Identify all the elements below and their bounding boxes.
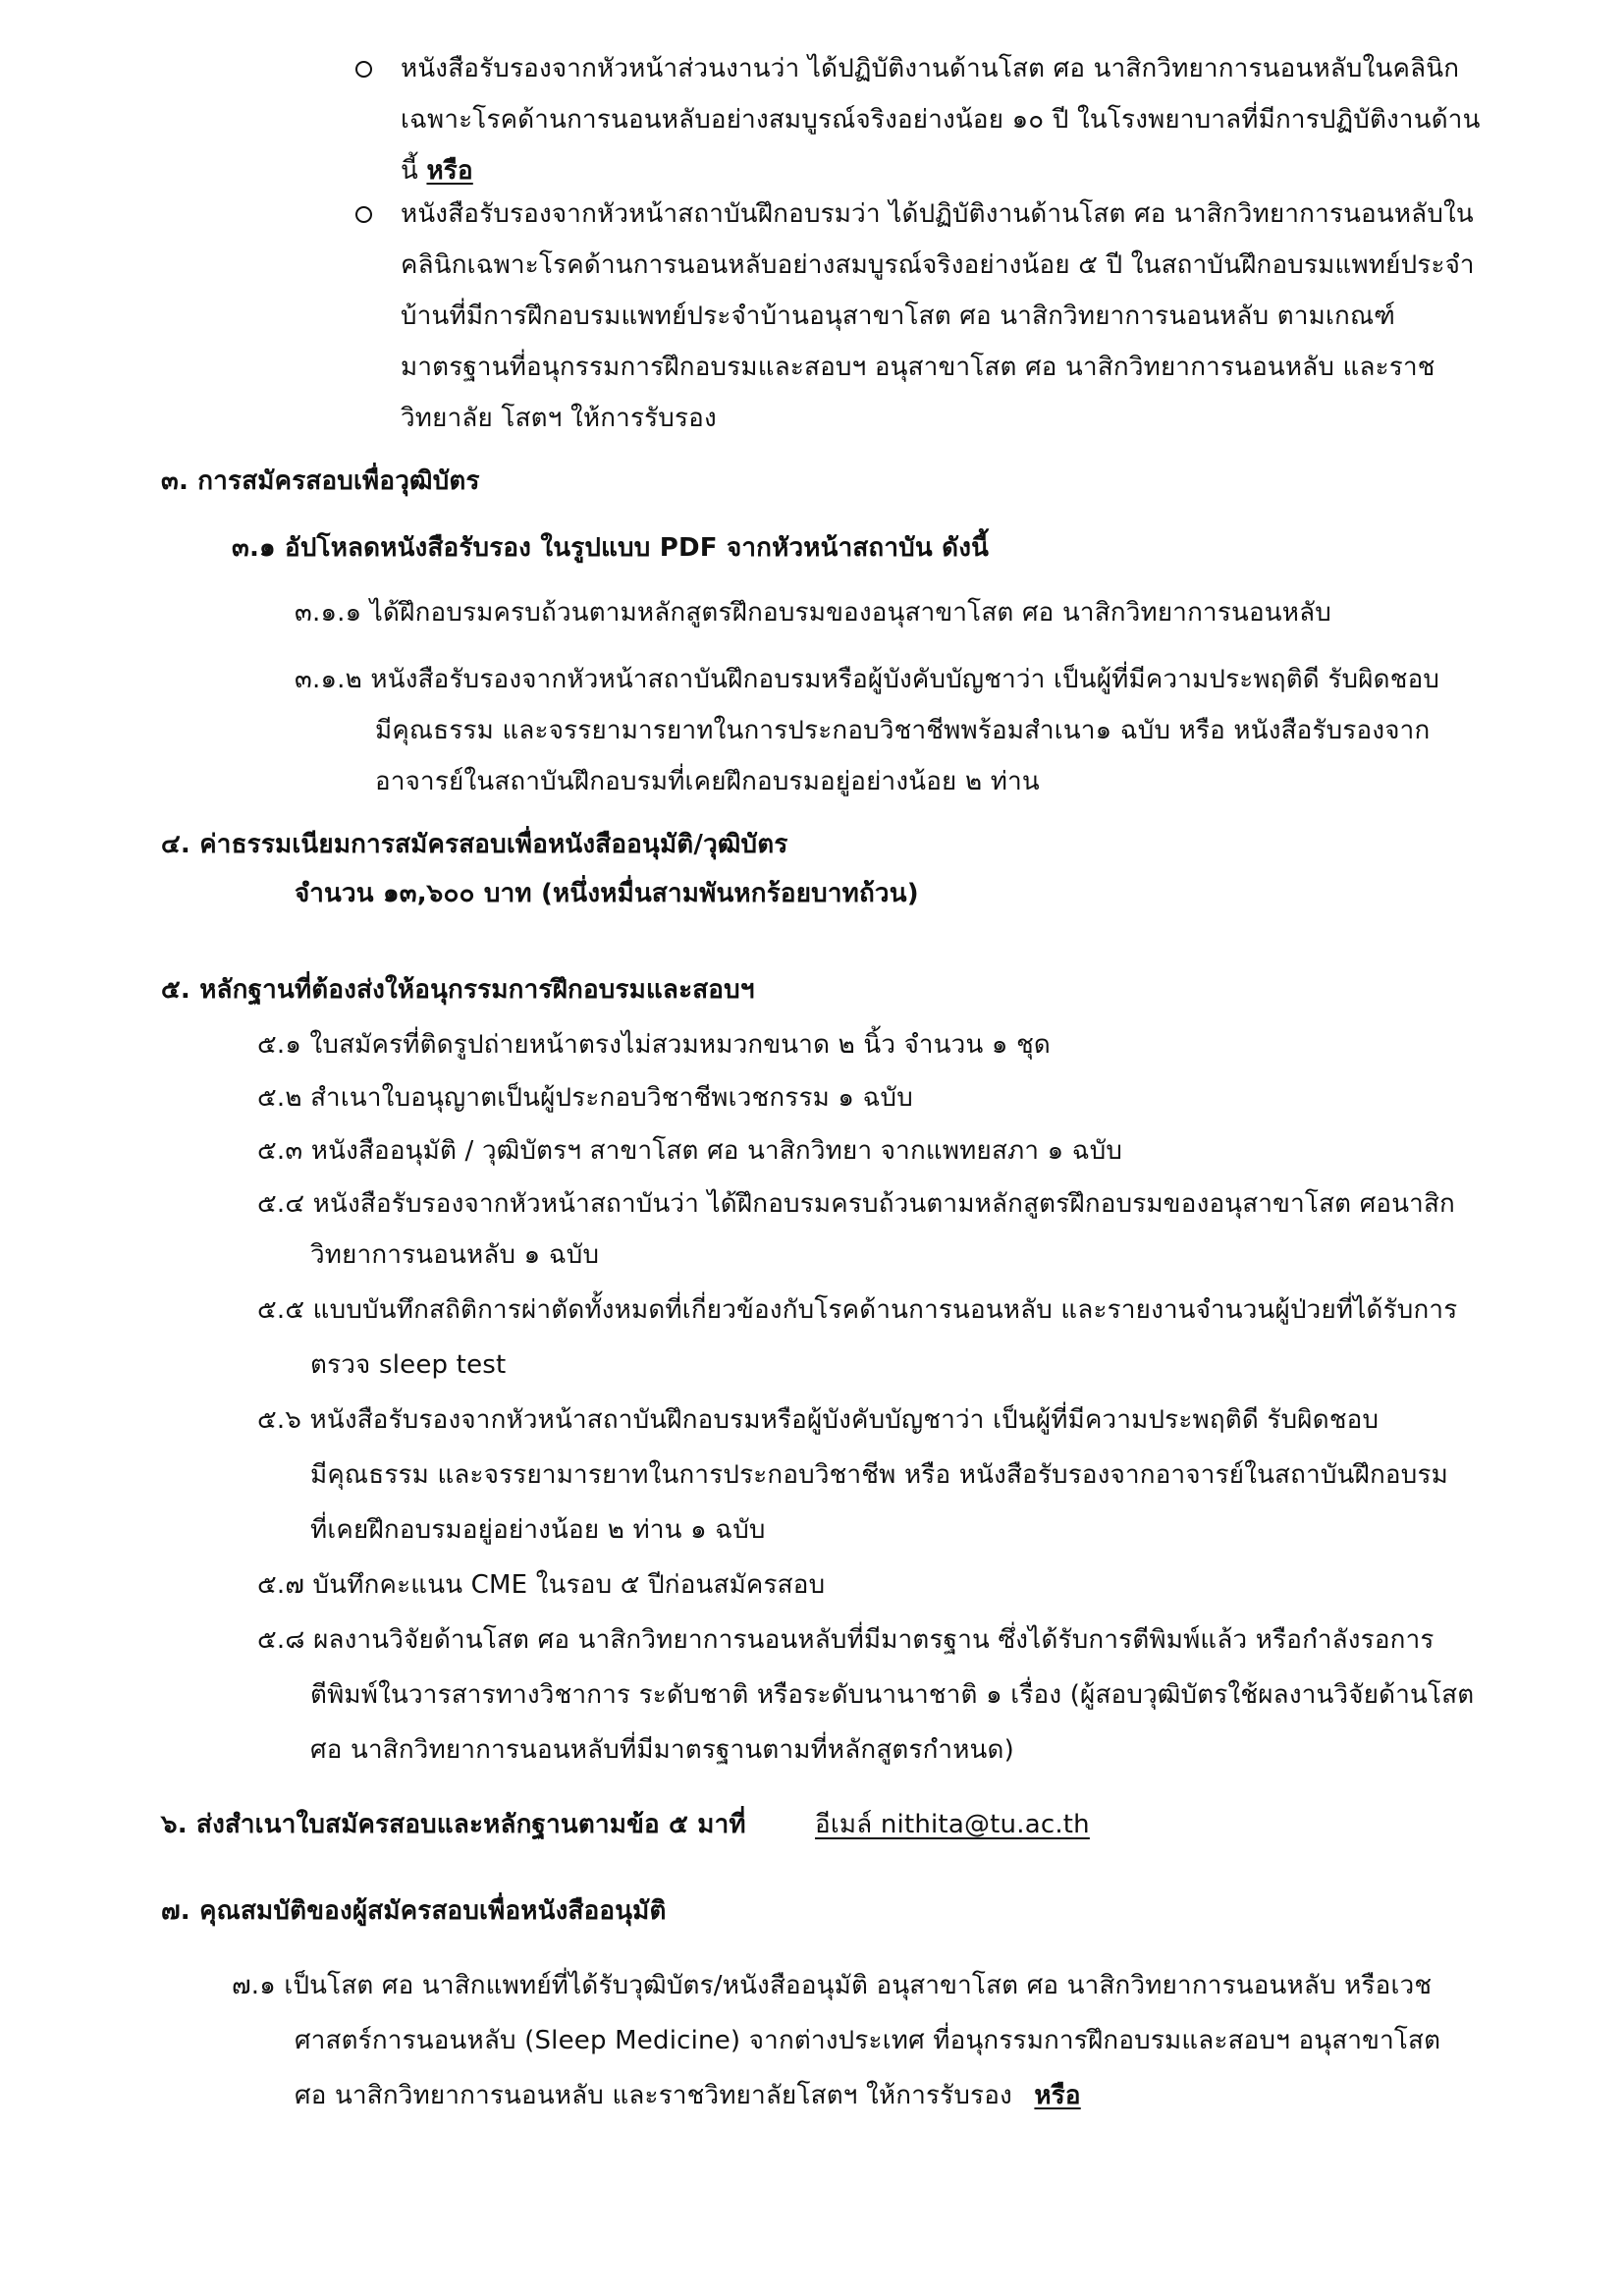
item-5-5-line-1: ๕.๕ แบบบันทึกสถิติการผ่าตัดทั้งหมดที่เกี่ยวข้องกับโรคด้านการนอนหลับ และรายงานจำนวนผู้ป่วยที่ได้รับการ bbox=[257, 1295, 1458, 1325]
section-7-heading: ๗. คุณสมบัติของผู้สมัครสอบเพื่อหนังสืออนุมัติ bbox=[161, 1896, 667, 1926]
bullet-2-line-3: บ้านที่มีการฝึกอบรมแพทย์ประจำบ้านอนุสาขาโสต ศอ นาสิกวิทยาการนอนหลับ ตามเกณฑ์ bbox=[401, 301, 1396, 331]
item-5-1: ๕.๑ ใบสมัครที่ติดรูปถ่ายหน้าตรงไม่สวมหมวกขนาด ๒ นิ้ว จำนวน ๑ ชุด bbox=[257, 1030, 1052, 1060]
item-3-1-2-line-3: อาจารย์ในสถาบันฝึกอบรมที่เคยฝึกอบรมอยู่อย่างน้อย ๒ ท่าน bbox=[375, 767, 1040, 796]
item-5-8-line-2: ตีพิมพ์ในวารสารทางวิชาการ ระดับชาติ หรือระดับนานาชาติ ๑ เรื่อง (ผู้สอบวุฒิบัตรใช้ผลงานวิจัยด้านโสต bbox=[310, 1680, 1475, 1710]
section-6-email-wrap bbox=[815, 1807, 1090, 1842]
item-5-8-line-3: ศอ นาสิกวิทยาการนอนหลับที่มีมาตรฐานตามที่หลักสูตรกำหนด) bbox=[310, 1735, 1014, 1765]
item-5-6-line-2: มีคุณธรรม และจรรยามารยาทในการประกอบวิชาชีพ หรือ หนังสือรับรองจากอาจารย์ในสถาบันฝึกอบรม bbox=[310, 1460, 1448, 1490]
item-3-1-2-line-2: มีคุณธรรม และจรรยามารยาทในการประกอบวิชาชีพพร้อมสำเนา๑ ฉบับ หรือ หนังสือรับรองจาก bbox=[375, 716, 1431, 745]
bullet-2-line-2: คลินิกเฉพาะโรคด้านการนอนหลับอย่างสมบูรณ์จริงอย่างน้อย ๕ ปี ในสถาบันฝึกอบรมแพทย์ประจำ bbox=[401, 250, 1475, 280]
item-5-5-line-2: ตรวจ sleep test bbox=[310, 1350, 507, 1380]
bullet-1-line-1: หนังสือรับรองจากหัวหน้าส่วนงานว่า ได้ปฏิบัติงานด้านโสต ศอ นาสิกวิทยาการนอนหลับในคลินิก bbox=[401, 54, 1460, 83]
bullet-1-line-2: เฉพาะโรคด้านการนอนหลับอย่างสมบูรณ์จริงอย่างน้อย ๑๐ ปี ในโรงพยาบาลที่มีการปฏิบัติงานด้าน bbox=[401, 105, 1481, 135]
bullet-2-line-1: หนังสือรับรองจากหัวหน้าสถาบันฝึกอบรมว่า ได้ปฏิบัติงานด้านโสต ศอ นาสิกวิทยาการนอนหลับใน bbox=[401, 199, 1474, 229]
item-5-2: ๕.๒ สำเนาใบอนุญาตเป็นผู้ประกอบวิชาชีพเวชกรรม ๑ ฉบับ bbox=[257, 1083, 913, 1113]
section-4-heading: ๔. ค่าธรรมเนียมการสมัครสอบเพื่อหนังสืออนุมัติ/วุฒิบัตร bbox=[161, 830, 788, 859]
item-5-7: ๕.๗ บันทึกคะแนน CME ในรอบ ๕ ปีก่อนสมัครสอบ bbox=[257, 1570, 826, 1600]
bullet-circle-icon bbox=[355, 206, 372, 223]
item-7-1-line-2: ศาสตร์การนอนหลับ (Sleep Medicine) จากต่างประเทศ ที่อนุกรรมการฝึกอบรมและสอบฯ อนุสาขาโสต bbox=[295, 2026, 1441, 2055]
item-5-3: ๕.๓ หนังสืออนุมัติ / วุฒิบัตรฯ สาขาโสต ศอ นาสิกวิทยา จากแพทยสภา ๑ ฉบับ bbox=[257, 1136, 1123, 1166]
item-5-6-line-1: ๕.๖ หนังสือรับรองจากหัวหน้าสถาบันฝึกอบรมหรือผู้บังคับบัญชาว่า เป็นผู้ที่มีความประพฤติดี รับผิดชอบ bbox=[257, 1405, 1380, 1435]
item-5-4-line-1: ๕.๔ หนังสือรับรองจากหัวหน้าสถาบันว่า ได้ฝึกอบรมครบถ้วนตามหลักสูตรฝึกอบรมของอนุสาขาโสต ศอนาสิก bbox=[257, 1189, 1455, 1219]
section-4-fee: จำนวน ๑๓,๖๐๐ บาท (หนึ่งหมื่นสามพันหกร้อยบาทถ้วน) bbox=[295, 879, 919, 908]
item-7-1-line-1: ๗.๑ เป็นโสต ศอ นาสิกแพทย์ที่ได้รับวุฒิบัตร/หนังสืออนุมัติ อนุสาขาโสต ศอ นาสิกวิทยาการนอนหลับ หรือเวช bbox=[232, 1971, 1433, 2000]
section-3-1-heading: ๓.๑ อัปโหลดหนังสือรับรอง ในรูปแบบ PDF จากหัวหน้าสถาบัน ดังนี้ bbox=[232, 533, 990, 563]
bullet-2-line-4: มาตรฐานที่อนุกรรมการฝึกอบรมและสอบฯ อนุสาขาโสต ศอ นาสิกวิทยาการนอนหลับ และราช bbox=[401, 353, 1435, 382]
bullet-circle-icon bbox=[355, 61, 372, 78]
item-5-8-line-1: ๕.๘ ผลงานวิจัยด้านโสต ศอ นาสิกวิทยาการนอนหลับที่มีมาตรฐาน ซึ่งได้รับการตีพิมพ์แล้ว หรือกำลังรอการ bbox=[257, 1625, 1435, 1655]
section-6-heading: ๖. ส่งสำเนาใบสมัครสอบและหลักฐานตามข้อ ๕ มาที่ bbox=[161, 1810, 746, 1839]
bullet-1-line-3 bbox=[401, 153, 473, 189]
item-5-6-line-3: ที่เคยฝึกอบรมอยู่อย่างน้อย ๒ ท่าน ๑ ฉบับ bbox=[310, 1515, 766, 1545]
item-7-1-line-3 bbox=[295, 2078, 1081, 2113]
item-3-1-2-line-1: ๓.๑.๒ หนังสือรับรองจากหัวหน้าสถาบันฝึกอบรมหรือผู้บังคับบัญชาว่า เป็นผู้ที่มีความประพฤติดี รับผิดชอบ bbox=[295, 665, 1440, 694]
item-5-4-line-2: วิทยาการนอนหลับ ๑ ฉบับ bbox=[310, 1240, 600, 1270]
item-7-1-text-end: ศอ นาสิกวิทยาการนอนหลับ และราชวิทยาลัยโสตฯ ให้การรับรอง bbox=[295, 2081, 1012, 2110]
bullet-1-text-end: นี้ bbox=[401, 156, 418, 186]
email-link[interactable]: อีเมล์ nithita@tu.ac.th bbox=[815, 1810, 1090, 1839]
or-label: หรือ bbox=[1034, 2081, 1081, 2110]
or-label: หรือ bbox=[426, 156, 473, 186]
item-3-1-1: ๓.๑.๑ ได้ฝึกอบรมครบถ้วนตามหลักสูตรฝึกอบรมของอนุสาขาโสต ศอ นาสิกวิทยาการนอนหลับ bbox=[295, 598, 1331, 628]
bullet-2-line-5: วิทยาลัย โสตฯ ให้การรับรอง bbox=[401, 404, 717, 433]
section-5-heading: ๕. หลักฐานที่ต้องส่งให้อนุกรรมการฝึกอบรมและสอบฯ bbox=[161, 975, 755, 1005]
section-3-heading: ๓. การสมัครสอบเพื่อวุฒิบัตร bbox=[161, 466, 480, 496]
